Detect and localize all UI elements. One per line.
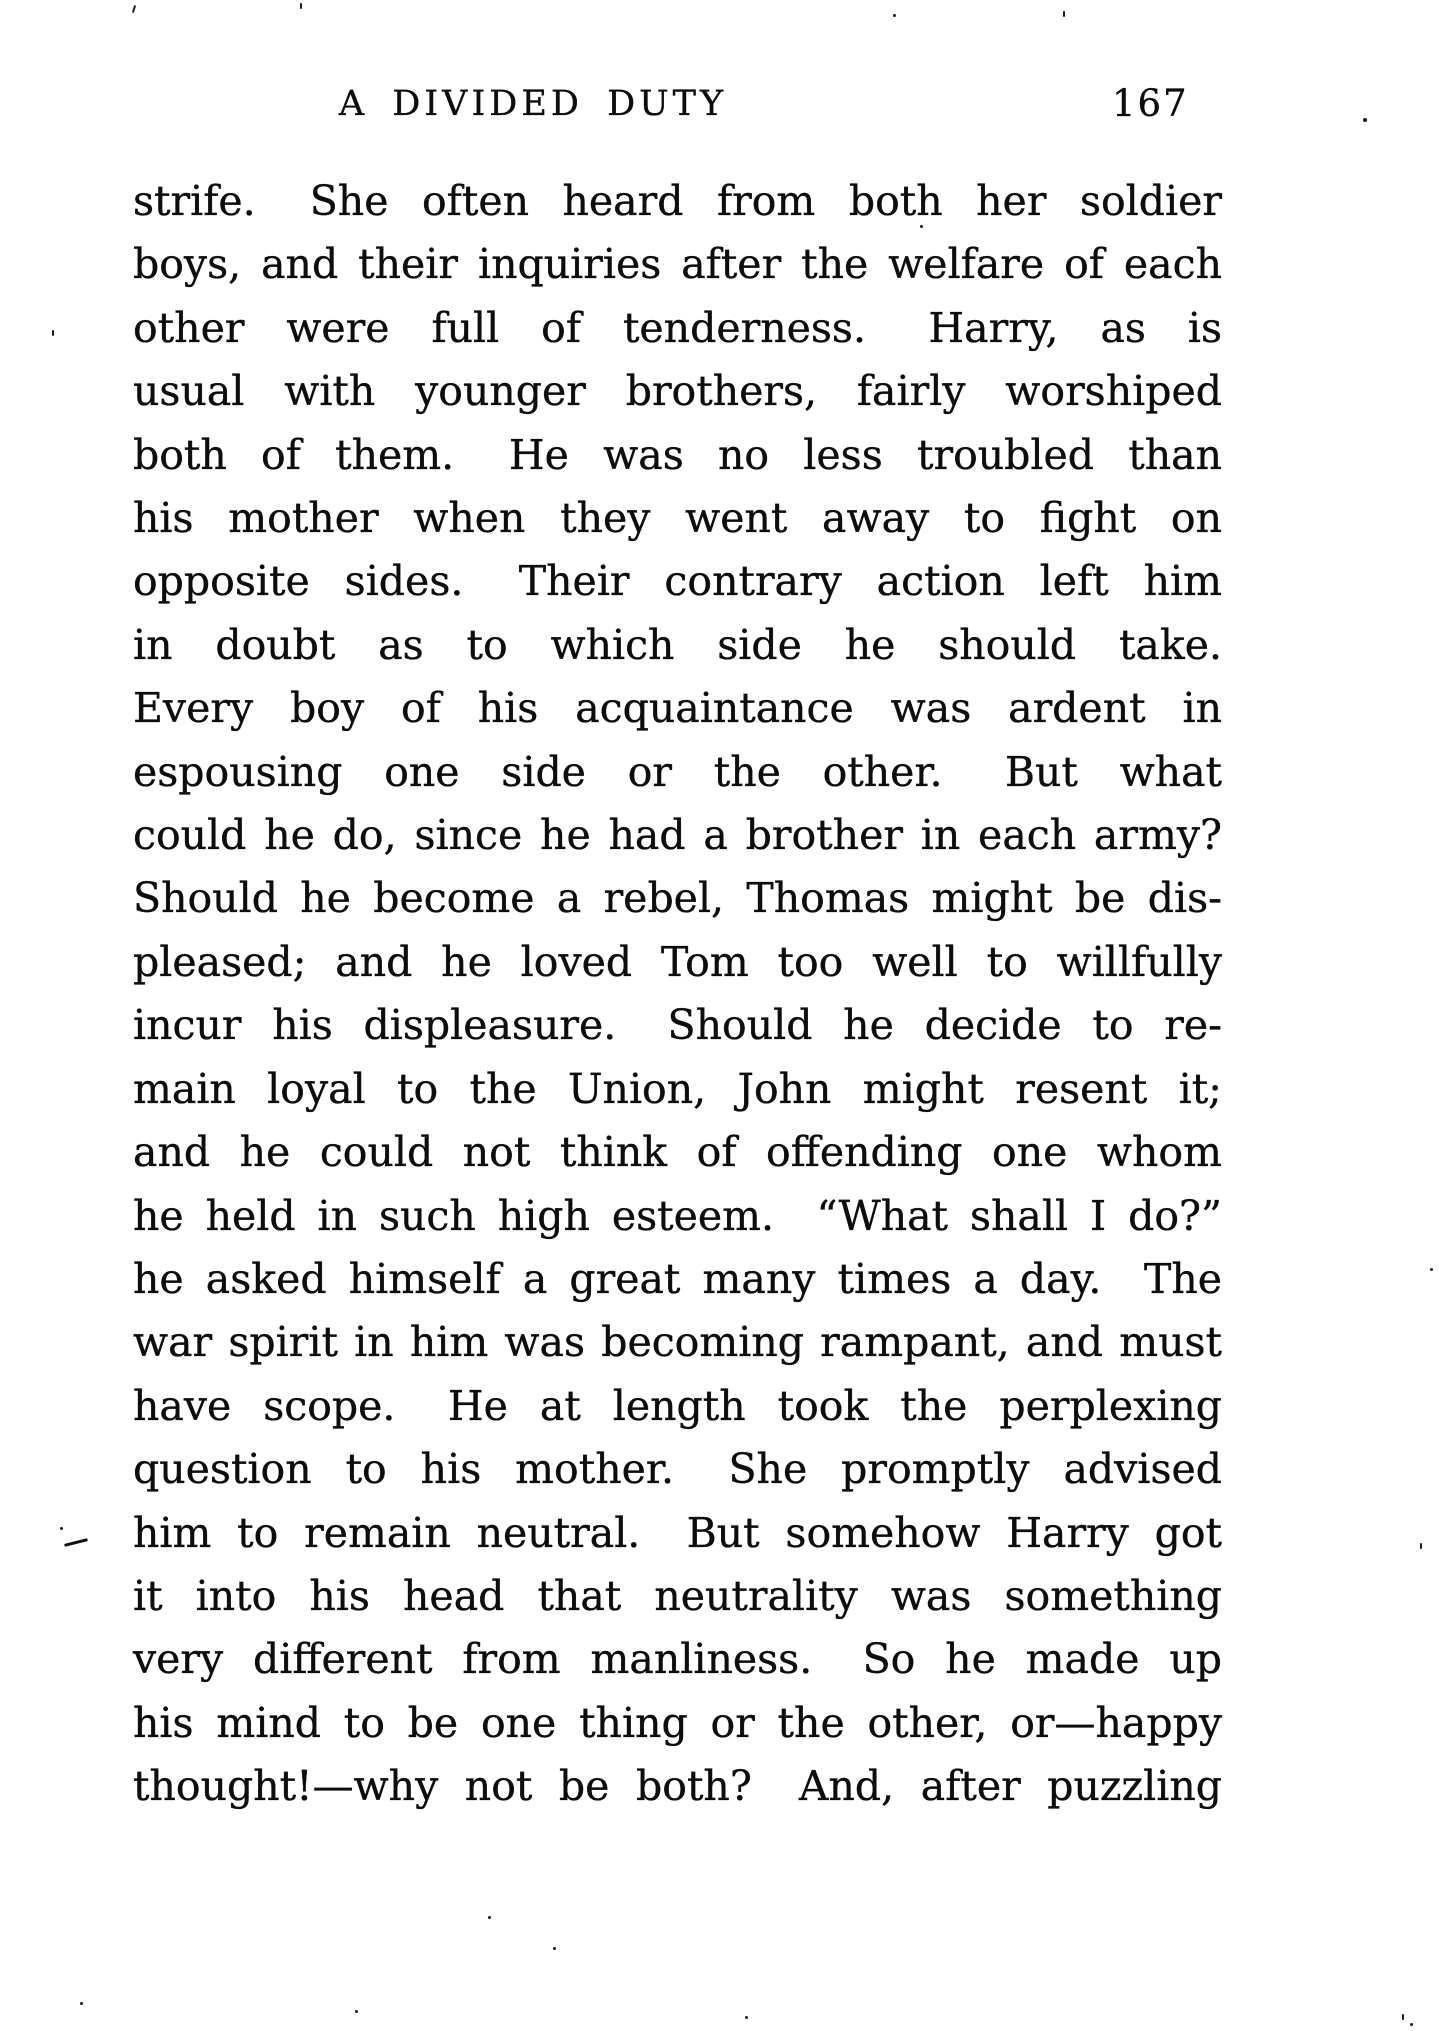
scan-speck (1420, 1543, 1422, 1549)
text-line: other were full of tenderness. Harry, as is (133, 303, 1222, 352)
scan-speck (300, 3, 302, 9)
page-number: 167 (1112, 82, 1189, 125)
page-title: A DIVIDED DUTY (338, 84, 728, 124)
text-line: he held in such high esteem. “What shall I do?” (133, 1191, 1222, 1240)
text-line: his mother when they went away to fight on (133, 494, 1222, 543)
text-line: and he could not think of offending one whom (133, 1128, 1222, 1177)
scan-speck (1063, 11, 1065, 17)
text-line: opposite sides. Their contrary action left him (133, 557, 1222, 606)
scan-speck (60, 1527, 63, 1530)
text-line: main loyal to the Union, John might resent it; (133, 1064, 1222, 1113)
text-line: boys, and their inquiries after the welfare of each (133, 240, 1222, 289)
scan-speck (80, 2002, 83, 2005)
scan-speck (1363, 118, 1367, 122)
text-line: he asked himself a great many times a day. The (133, 1254, 1222, 1303)
pen-mark (64, 1538, 88, 1547)
scan-speck (355, 2010, 358, 2013)
scan-speck (132, 5, 136, 13)
text-line: both of them. He was no less troubled than (133, 430, 1222, 479)
text-line: pleased; and he loved Tom too well to willfully (133, 937, 1222, 986)
scan-speck (1430, 1268, 1433, 1271)
scan-speck (52, 330, 54, 336)
scan-speck (488, 1916, 491, 1919)
scan-speck (1402, 2014, 1404, 2020)
text-line: Every boy of his acquaintance was ardent in (133, 684, 1222, 733)
text-line: it into his head that neutrality was something (133, 1571, 1222, 1620)
scan-speck (553, 1947, 556, 1950)
text-line: could he do, since he had a brother in each army? (133, 811, 1222, 860)
text-line: incur his displeasure. Should he decide to re- (133, 1001, 1222, 1050)
scan-speck (920, 225, 923, 228)
text-line: strife. She often heard from both her soldier (133, 177, 1222, 225)
body-text (133, 170, 1222, 1819)
text-line: in doubt as to which side he should take. (133, 620, 1222, 669)
text-line: espousing one side or the other. But what (133, 747, 1222, 796)
text-line: have scope. He at length took the perplexing (133, 1381, 1222, 1430)
text-line: Should he become a rebel, Thomas might be dis- (133, 874, 1222, 923)
text-line: question to his mother. She promptly advised (133, 1445, 1222, 1494)
text-line: war spirit in him was becoming rampant, and must (133, 1318, 1222, 1367)
text-line: his mind to be one thing or the other, or—happy (133, 1698, 1222, 1747)
text-line: thought!—why not be both? And, after puzzling (133, 1762, 1222, 1811)
scan-speck (893, 14, 896, 17)
text-line: very different from manliness. So he made up (133, 1635, 1222, 1684)
scan-speck (1410, 2023, 1413, 2026)
text-line: him to remain neutral. But somehow Harry got (133, 1508, 1222, 1557)
scan-speck (745, 2016, 748, 2019)
text-line: usual with younger brothers, fairly worshiped (133, 367, 1222, 416)
